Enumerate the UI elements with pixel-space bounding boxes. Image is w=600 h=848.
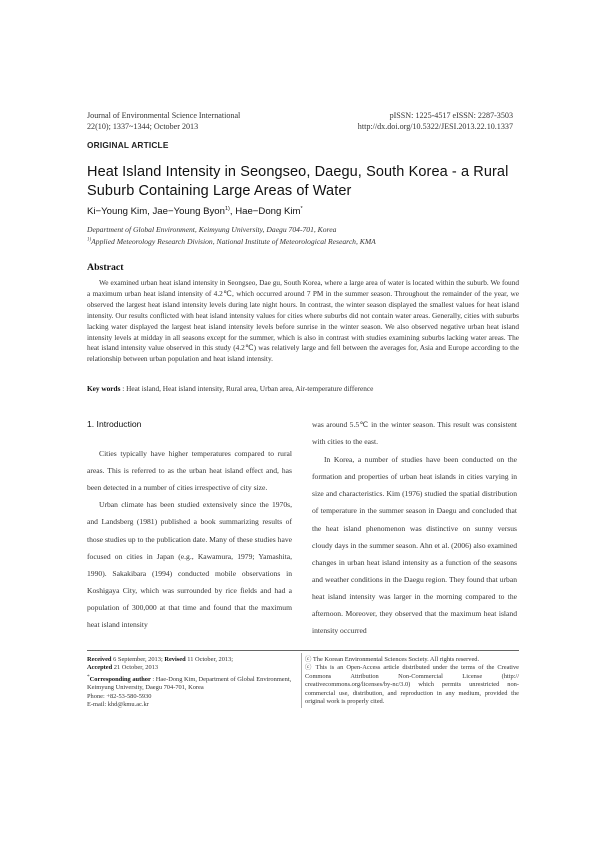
abstract-heading: Abstract <box>87 262 124 273</box>
accepted-date: Accepted 21 October, 2013 <box>87 664 159 672</box>
journal-citation: 22(10); 1337~1344; October 2013 <box>87 121 199 131</box>
article-type: ORIGINAL ARTICLE <box>87 140 169 150</box>
email-link[interactable]: E-mail: khd@kmu.ac.kr <box>87 701 149 709</box>
issn: pISSN: 1225-4517 eISSN: 2287-3503 <box>389 111 513 120</box>
body-column-right <box>312 416 517 639</box>
body-paragraph: Cities typically have higher temperatures compared to rural areas. This is referred to as the urban heat island effect and, has been detected in a number of cities irrespective of city size. <box>87 449 292 493</box>
affiliation-2-text: Applied Meteorology Research Division, National Institute of Meteorological Research, KMA <box>91 237 376 246</box>
author-affil-mark: 1) <box>224 206 230 212</box>
body-column-left <box>87 416 292 633</box>
affiliation-1: Department of Global Environment, Keimyung University, Daegu 704-701, Korea <box>87 225 337 234</box>
affiliation-2 <box>87 237 527 246</box>
corresponding-mark: * <box>300 206 303 212</box>
affiliation-2-mark: 1) <box>87 237 92 243</box>
license-notice: ⓒ This is an Open-Access article distributed under the terms of the Creative Commons Attribution Non-Commercial License (http:// creativecommons.org/licenses/by-nc/3.0) which permits unrestricted non-commercial use, distribution, and reproduction in any medium, provided the original work is properly cited. <box>305 664 519 706</box>
author-names-1: Ki−Young Kim, Jae−Young Byon <box>87 206 225 218</box>
keywords-text: : Heat island, Heat island intensity, Rural area, Urban area, Air-temperature difference <box>120 384 374 393</box>
journal-header-left <box>87 111 240 132</box>
body-paragraph: In Korea, a number of studies have been conducted on the formation and properties of urban heat islands in cities varying in size and characteristics. Kim (1976) studied the spatial distribution of temperature in the summer season in Daegu and concluded that the heat island phenomenon was distinctive on sunny versus cloudy days in the summer season. Ahn et al. (2006) also examined changes in urban heat island intensity as a function of the seasons and weather conditions in the Daegu region. They found that urban heat island intensity was larger in the morning compared to the afternoon. Moreover, they observed that the maximum heat island intensity occurred <box>312 455 517 636</box>
footnote-divider <box>87 650 519 651</box>
keywords <box>87 384 519 393</box>
received-dates: Received 6 September, 2013; Revised 11 October, 2013; <box>87 656 234 663</box>
body-paragraph: Urban climate has been studied extensively since the 1970s, and Landsberg (1981) published a book summarizing results of those studies up to the publication date. Many of these studies have focused on cities in Japan (e.g., Kawamura, 1979; Yamashita, 1990). Sakakibara (1994) conducted mobile observations in Koshigaya City, which was surrounded by rice fields and had a population of 300,000 at that time and found that the maximum heat island intensity <box>87 500 292 630</box>
abstract-text: We examined urban heat island intensity in Seongseo, Dae gu, South Korea, where a large area of water is located within the suburb. We found a maximum urban heat island intensity of 4.2℃, which occurred around 7 PM in the summer season. Throughout the remainder of the year, we observed the largest heat island intensity levels during late night hours. In contrast, the winter season displayed the smallest values for heat island intensity. Our results conflicted with heat island intensity values for cities where suburbs did not contain water areas. Generally, cities with suburbs lacking water displayed the largest heat island intensity levels before sunrise in the winter season. We also observed negative urban heat island intensity levels at midday in all seasons except for the summer, which is also in contrast with studies examining suburbs lacking water areas. The heat island intensity value observed in this study (4.2℃) was relatively large and fell between the averages for, Asia and Europe according to the relationship between urban population and heat island intensity. <box>87 278 519 364</box>
article-title: Heat Island Intensity in Seongseo, Daegu, South Korea - a Rural Suburb Containing Large Areas of Water <box>87 164 509 199</box>
doi-link[interactable]: http://dx.doi.org/10.5322/JESI.2013.22.10.1337 <box>357 121 513 131</box>
keywords-label: Key words <box>87 384 121 393</box>
journal-name: Journal of Environmental Science International <box>87 111 241 120</box>
author-list <box>87 206 303 217</box>
corresponding-author: *Corresponding author : Hae-Dong Kim, Department of Global Environment, Keimyung University, Daegu 704-701, Korea <box>87 673 292 692</box>
section-heading: 1. Introduction <box>87 419 142 429</box>
author-names-2: , Hae−Dong Kim <box>229 206 301 218</box>
footnote-column-divider <box>301 653 302 708</box>
phone: Phone: +82-53-580-5930 <box>87 692 152 700</box>
body-paragraph-continued: was around 5.5℃ in the winter season. This result was consistent with cities to the east. <box>312 420 517 447</box>
footnote-left <box>87 656 292 710</box>
copyright-notice: ⓒ The Korean Environmental Sciences Society. All rights reserved. <box>305 656 480 663</box>
journal-header-right <box>358 111 513 132</box>
footnote-right <box>305 656 519 706</box>
